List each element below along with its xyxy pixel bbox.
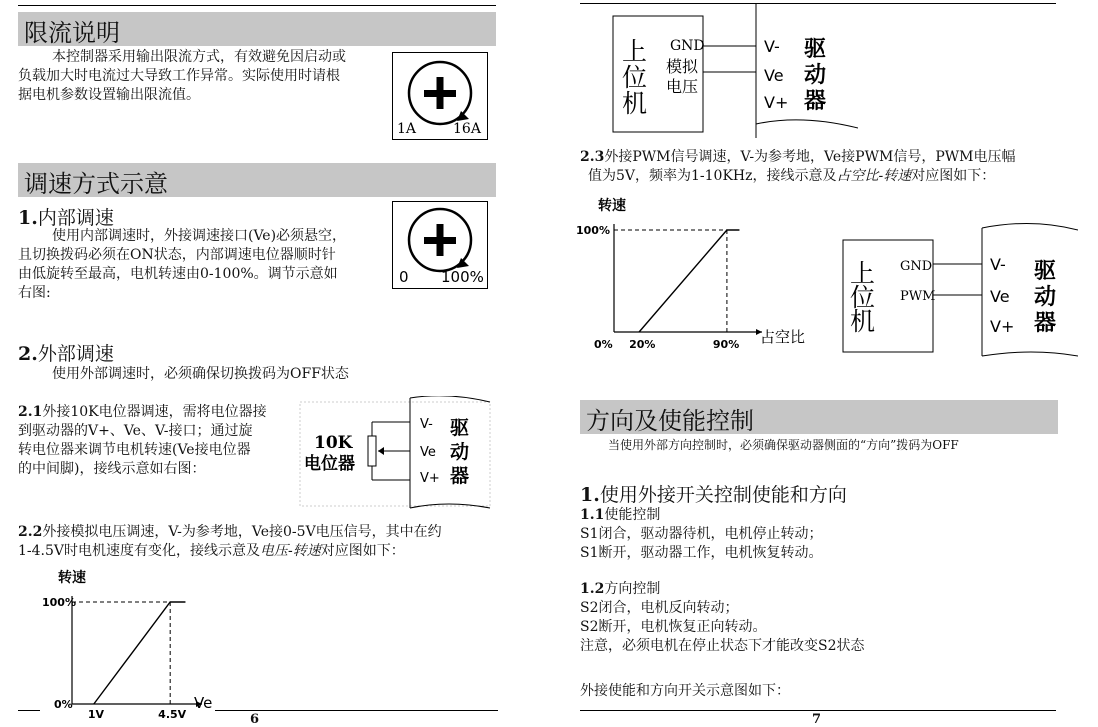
pin-label: Ve <box>990 287 1010 306</box>
text-line: 对应图如下： <box>320 543 405 559</box>
item-number: 2.1 <box>18 404 43 420</box>
tick-label: 100% <box>576 224 610 237</box>
driver-char: 驱 <box>804 37 827 62</box>
current-limit-knob <box>392 52 488 140</box>
host-char: 机 <box>622 89 648 118</box>
driver-char: 驱 <box>1034 259 1057 284</box>
top-rule-left <box>18 5 496 6</box>
text-line: 注意，必须电机在停止状态下才能改变S2状态 <box>580 638 865 654</box>
text-line: 到驱动器的V+、Ve、V-接口；通过旋 <box>18 423 253 439</box>
heading-text: 使用外接开关控制使能和方向 <box>599 484 847 506</box>
chart-xlabel: 占空比 <box>760 328 806 346</box>
gnd-label: GND <box>900 259 933 274</box>
heading-number: 1. <box>18 207 38 229</box>
item-number: 2.2 <box>18 524 43 540</box>
heading-number: 1. <box>580 484 600 506</box>
item-number: 2.3 <box>580 149 605 165</box>
tick-label: 1V <box>87 708 104 720</box>
driver-char: 动 <box>1034 285 1057 310</box>
text-line: S1断开，驱动器工作，电机恢复转动。 <box>580 545 823 561</box>
internal-speed-heading <box>18 203 114 230</box>
section-title: 方向及使能控制 <box>586 407 754 435</box>
heading-number: 2. <box>18 343 38 365</box>
pin-label: Ve <box>420 445 436 460</box>
knob-icon <box>393 53 487 139</box>
tick-label: 90% <box>712 338 740 351</box>
heading-text: 内部调速 <box>37 207 114 229</box>
section-header-direction <box>580 400 1058 434</box>
limit-paragraph <box>18 48 346 105</box>
host-char: 机 <box>850 307 876 336</box>
gnd-label: GND <box>670 38 705 54</box>
pot-paragraph <box>18 403 267 479</box>
host-char: 位 <box>622 63 648 92</box>
pin-label: V+ <box>764 93 789 112</box>
pin-label: V- <box>764 37 780 56</box>
page-number-left: 6 <box>250 712 260 727</box>
heading-text: 外部调速 <box>37 343 114 365</box>
chart-xlabel: Ve <box>194 694 213 712</box>
series-line <box>639 230 739 332</box>
item-number: 1.2 <box>580 581 605 597</box>
text-line: 转电位器来调节电机转速(Ve接电位器 <box>18 442 251 458</box>
pwm-label: PWM <box>900 289 936 304</box>
analog-wiring-diagram <box>612 4 858 138</box>
text-line: 由低旋转至最高，电机转速由0-100%。调节示意如 <box>18 266 338 282</box>
pot-label-10k: 10K <box>314 433 353 453</box>
pwm-paragraph <box>580 148 1015 186</box>
knob-icon <box>393 202 487 288</box>
driver-char: 驱 <box>450 417 470 439</box>
pin-label: Ve <box>764 66 784 85</box>
text-line: 且切换拨码必须在ON状态，内部调速电位器顺时针 <box>18 247 336 263</box>
direction-control-block <box>580 580 865 656</box>
host-char: 位 <box>850 283 876 312</box>
external-speed-note: 使用外部调速时，必须确保切换拨码为OFF状态 <box>52 366 349 382</box>
analog-paragraph <box>18 523 442 561</box>
emphasis-text: 占空比-转速 <box>836 168 912 184</box>
external-speed-heading <box>18 339 114 366</box>
chart-ylabel: 转速 <box>598 198 626 214</box>
driver-char: 器 <box>450 465 470 487</box>
pin-label: V+ <box>420 471 440 486</box>
section-header-speed <box>18 163 496 197</box>
internal-speed-paragraph <box>18 227 346 303</box>
switch-control-heading <box>580 480 847 507</box>
analog-label: 电压 <box>666 77 699 96</box>
host-char: 上 <box>850 259 876 288</box>
text-line: S1闭合，驱动器待机，电机停止转动； <box>580 526 823 542</box>
duty-speed-chart <box>576 192 822 354</box>
page-number-right: 7 <box>812 712 822 727</box>
text-line: 对应图如下： <box>911 168 996 184</box>
text-line: 负载加大时电流过大导致工作异常。实际使用时请根 <box>18 68 340 84</box>
analog-label: 模拟 <box>666 57 699 76</box>
text-line: 外接10K电位器调速，需将电位器接 <box>42 404 267 420</box>
text-line: S2断开，电机恢复正向转动。 <box>580 619 767 635</box>
text-line: 使用内部调速时，外接调速接口(Ve)必须悬空， <box>52 228 347 244</box>
pwm-wiring-diagram <box>842 220 1078 360</box>
item-number: 1.1 <box>580 507 605 523</box>
text-line: 据电机参数设置输出限流值。 <box>18 87 200 103</box>
text-line: S2闭合，电机反向转动； <box>580 600 739 616</box>
driver-char: 器 <box>1034 311 1057 336</box>
driver-char: 动 <box>804 63 827 88</box>
emphasis-text: 电压-转速 <box>260 543 321 559</box>
chart-ylabel: 转速 <box>58 570 86 586</box>
text-line: 外接PWM信号调速，V-为参考地，Ve接PWM信号，PWM电压幅 <box>604 149 1016 165</box>
pin-label: V- <box>420 417 433 432</box>
host-char: 上 <box>622 37 648 66</box>
ve-speed-chart <box>40 566 240 720</box>
pot-label: 电位器 <box>304 454 355 474</box>
tick-label: 0% <box>594 338 613 351</box>
switch-diagram-intro: 外接使能和方向开关示意图如下： <box>580 683 790 699</box>
bottom-rule-left-a <box>18 710 40 711</box>
direction-note: 当使用外部方向控制时，必须确保驱动器侧面的“方向”拨码为OFF <box>608 438 959 452</box>
series-line <box>94 602 186 704</box>
bottom-rule-right <box>580 710 1056 711</box>
section-title: 调速方式示意 <box>24 170 168 198</box>
enable-control-block <box>580 506 823 563</box>
potentiometer-wiring-diagram <box>298 396 494 512</box>
text-line: 的中间脚)，接线示意如右图： <box>18 461 206 477</box>
knob-max-label: 100% <box>441 268 484 286</box>
driver-char: 器 <box>804 89 827 114</box>
text-line: 本控制器采用输出限流方式，有效避免因启动或 <box>52 49 346 65</box>
tick-label: 100% <box>42 596 76 609</box>
pin-label: V+ <box>990 317 1015 336</box>
internal-speed-knob <box>392 201 488 289</box>
tick-label: 4.5V <box>158 708 187 720</box>
knob-max-label: 16A <box>453 121 481 137</box>
text-line: 值为5V，频率为1-10KHz，接线示意及 <box>588 168 837 184</box>
section-header-limit <box>18 12 496 46</box>
item-title: 方向控制 <box>604 581 661 597</box>
text-line: 右图: <box>18 285 51 301</box>
driver-char: 动 <box>450 441 470 463</box>
knob-min-label: 1A <box>397 121 417 137</box>
item-title: 使能控制 <box>604 507 661 523</box>
section-title: 限流说明 <box>24 19 120 47</box>
bottom-rule-left-b <box>215 710 498 711</box>
pin-label: V- <box>990 255 1006 274</box>
tick-label: 0% <box>54 698 73 711</box>
text-line: 外接模拟电压调速，V-为参考地，Ve接0-5V电压信号，其中在约 <box>42 524 442 540</box>
text-line: 1-4.5V时电机速度有变化，接线示意及 <box>18 543 261 559</box>
tick-label: 20% <box>629 338 656 351</box>
knob-min-label: 0 <box>399 268 409 286</box>
